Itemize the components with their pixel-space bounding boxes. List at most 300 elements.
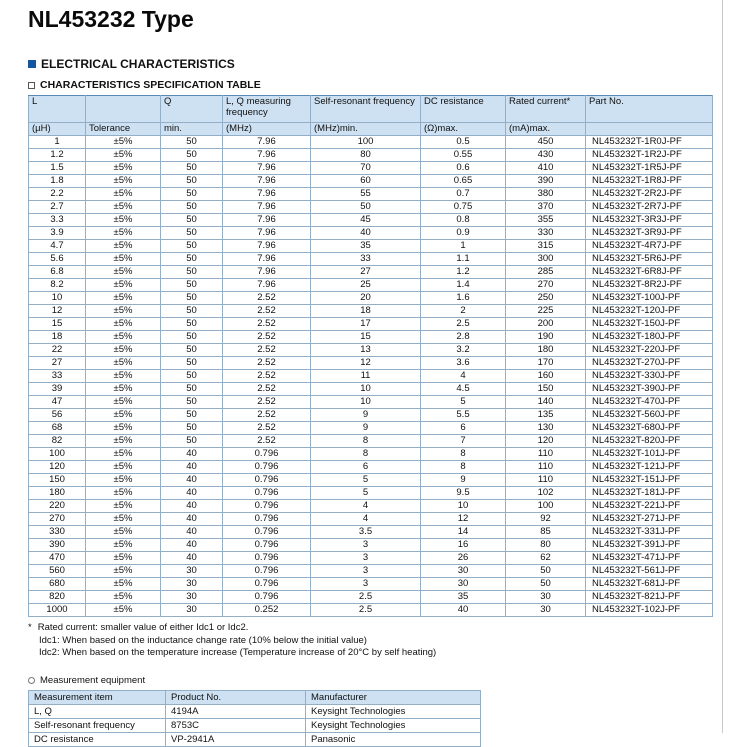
table-cell: 150 [506, 383, 586, 396]
table-cell: NL453232T-1R0J-PF [586, 136, 713, 149]
table-cell: ±5% [86, 214, 161, 227]
table-cell: ±5% [86, 552, 161, 565]
table-cell: NL453232T-120J-PF [586, 305, 713, 318]
table-cell: 0.55 [421, 149, 506, 162]
table-row [29, 591, 713, 604]
table-row [29, 461, 713, 474]
table-cell: 450 [506, 136, 586, 149]
table-cell: 355 [506, 214, 586, 227]
table-cell: 2.52 [223, 435, 311, 448]
table-cell: 180 [506, 344, 586, 357]
table-cell: 0.7 [421, 188, 506, 201]
table-cell: 50 [161, 188, 223, 201]
table-cell: 3.2 [421, 344, 506, 357]
table-cell: NL453232T-391J-PF [586, 539, 713, 552]
table-row [29, 175, 713, 188]
table-cell: 130 [506, 422, 586, 435]
table-cell: 3 [311, 578, 421, 591]
table-cell: 1.1 [421, 253, 506, 266]
table-cell: 50 [161, 240, 223, 253]
table-cell: 120 [506, 435, 586, 448]
table-cell: 560 [29, 565, 86, 578]
table-cell: 16 [421, 539, 506, 552]
table-cell: NL453232T-821J-PF [586, 591, 713, 604]
table-cell: 2.5 [311, 604, 421, 617]
table-cell: 7.96 [223, 279, 311, 292]
table-cell: 270 [29, 513, 86, 526]
table-cell: 5.5 [421, 409, 506, 422]
table-cell: 2.52 [223, 409, 311, 422]
table-cell: 110 [506, 461, 586, 474]
table-cell: 2.52 [223, 292, 311, 305]
table-cell: 390 [29, 539, 86, 552]
table-cell: 50 [161, 253, 223, 266]
table-cell: 50 [161, 266, 223, 279]
table-row [29, 422, 713, 435]
table-cell: 7.96 [223, 188, 311, 201]
table-cell: 2.8 [421, 331, 506, 344]
table-row [29, 292, 713, 305]
table-cell: ±5% [86, 175, 161, 188]
table-row [29, 383, 713, 396]
table-cell: 7.96 [223, 240, 311, 253]
table-cell: ±5% [86, 227, 161, 240]
table-cell: 0.5 [421, 136, 506, 149]
table-cell: ±5% [86, 591, 161, 604]
table-cell: 2.7 [29, 201, 86, 214]
table-cell: 270 [506, 279, 586, 292]
meas-col-header-product-no: Product No. [166, 690, 306, 704]
table-cell: 40 [161, 448, 223, 461]
page-title: NL453232 Type [28, 6, 194, 32]
table-cell: 0.252 [223, 604, 311, 617]
table-cell: 380 [506, 188, 586, 201]
section-heading-label: ELECTRICAL CHARACTERISTICS [41, 57, 235, 71]
table-cell: 2.52 [223, 422, 311, 435]
table-row [29, 370, 713, 383]
table-row [29, 136, 713, 149]
table-cell: 82 [29, 435, 86, 448]
table-cell: NL453232T-561J-PF [586, 565, 713, 578]
table-cell: 1.2 [29, 149, 86, 162]
table-cell: ±5% [86, 266, 161, 279]
circle-bullet-icon [28, 677, 35, 684]
col-unit-mhz: (MHz) [223, 123, 311, 136]
table-cell: ±5% [86, 383, 161, 396]
table-row [29, 435, 713, 448]
table-cell: 7.96 [223, 201, 311, 214]
table-cell: 0.6 [421, 162, 506, 175]
table-cell: NL453232T-150J-PF [586, 318, 713, 331]
table-cell: 40 [311, 227, 421, 240]
table-cell: Self-resonant frequency [29, 718, 166, 732]
table-cell: 100 [506, 500, 586, 513]
table-row [29, 513, 713, 526]
table-cell: 92 [506, 513, 586, 526]
table-cell: 3 [311, 552, 421, 565]
table-cell: NL453232T-102J-PF [586, 604, 713, 617]
table-cell: 30 [506, 604, 586, 617]
table-row [29, 500, 713, 513]
table-cell: ±5% [86, 331, 161, 344]
measurement-equipment-heading [28, 675, 738, 686]
table-cell: ±5% [86, 539, 161, 552]
table-cell: 4 [421, 370, 506, 383]
table-cell: 50 [161, 409, 223, 422]
table-cell: 40 [161, 552, 223, 565]
table-cell: 20 [311, 292, 421, 305]
col-header-q: Q [161, 96, 223, 123]
spec-header-row-top [29, 96, 713, 123]
table-cell: 7.96 [223, 136, 311, 149]
table-cell: 8 [311, 448, 421, 461]
col-header-rated-current: Rated current* [506, 96, 586, 123]
table-row [29, 162, 713, 175]
col-unit-ma-max: (mA)max. [506, 123, 586, 136]
table-cell: NL453232T-2R7J-PF [586, 201, 713, 214]
table-cell: 30 [161, 565, 223, 578]
col-unit-uh: (µH) [29, 123, 86, 136]
table-cell: 2.52 [223, 396, 311, 409]
table-cell: 160 [506, 370, 586, 383]
table-cell: 33 [29, 370, 86, 383]
table-cell: 8 [311, 435, 421, 448]
table-cell: 250 [506, 292, 586, 305]
table-cell: 80 [506, 539, 586, 552]
table-cell: 8 [421, 461, 506, 474]
table-cell: 30 [161, 578, 223, 591]
table-cell: 50 [161, 201, 223, 214]
table-cell: Keysight Technologies [306, 704, 481, 718]
table-cell: NL453232T-471J-PF [586, 552, 713, 565]
table-cell: 1.2 [421, 266, 506, 279]
table-cell: NL453232T-330J-PF [586, 370, 713, 383]
table-cell: 5 [311, 487, 421, 500]
table-cell: NL453232T-680J-PF [586, 422, 713, 435]
table-cell: 56 [29, 409, 86, 422]
table-cell: 50 [161, 344, 223, 357]
page-right-edge-rule [722, 0, 723, 733]
subsection-heading-specification-table [28, 79, 738, 91]
table-row [29, 409, 713, 422]
measurement-equipment-table [28, 690, 481, 747]
open-square-icon [28, 82, 35, 89]
table-cell: 8753C [166, 718, 306, 732]
table-cell: ±5% [86, 344, 161, 357]
table-cell: ±5% [86, 409, 161, 422]
table-row [29, 201, 713, 214]
table-cell: 50 [161, 136, 223, 149]
table-cell: 3.3 [29, 214, 86, 227]
measurement-table-body [29, 704, 481, 746]
table-cell: ±5% [86, 136, 161, 149]
table-cell: 10 [311, 383, 421, 396]
col-header-inductance: L [29, 96, 86, 123]
table-cell: 2.2 [29, 188, 86, 201]
table-cell: NL453232T-560J-PF [586, 409, 713, 422]
table-row [29, 487, 713, 500]
table-cell: ±5% [86, 396, 161, 409]
table-cell: ±5% [86, 487, 161, 500]
table-cell: NL453232T-271J-PF [586, 513, 713, 526]
col-header-dc-resistance: DC resistance [421, 96, 506, 123]
table-cell: 50 [161, 370, 223, 383]
table-cell: 300 [506, 253, 586, 266]
table-cell: 0.9 [421, 227, 506, 240]
table-cell: 1.8 [29, 175, 86, 188]
table-cell: 50 [161, 331, 223, 344]
table-cell: 170 [506, 357, 586, 370]
table-cell: 10 [421, 500, 506, 513]
table-cell: 0.796 [223, 591, 311, 604]
table-cell: 110 [506, 474, 586, 487]
table-cell: ±5% [86, 604, 161, 617]
table-cell: NL453232T-1R8J-PF [586, 175, 713, 188]
table-cell: 80 [311, 149, 421, 162]
table-cell: VP-2941A [166, 732, 306, 746]
table-cell: 30 [161, 604, 223, 617]
table-row [29, 448, 713, 461]
table-cell: 50 [161, 227, 223, 240]
table-cell: 7 [421, 435, 506, 448]
table-cell: NL453232T-270J-PF [586, 357, 713, 370]
table-cell: 40 [161, 539, 223, 552]
table-cell: ±5% [86, 435, 161, 448]
table-cell: 9 [311, 409, 421, 422]
table-row [29, 552, 713, 565]
table-cell: NL453232T-3R3J-PF [586, 214, 713, 227]
table-cell: 0.796 [223, 565, 311, 578]
table-cell: 5.6 [29, 253, 86, 266]
table-cell: 50 [161, 357, 223, 370]
table-cell: 0.796 [223, 526, 311, 539]
table-cell: 45 [311, 214, 421, 227]
table-cell: 15 [29, 318, 86, 331]
table-cell: NL453232T-1R2J-PF [586, 149, 713, 162]
table-row [29, 227, 713, 240]
table-cell: ±5% [86, 565, 161, 578]
table-cell: 0.8 [421, 214, 506, 227]
table-cell: 6.8 [29, 266, 86, 279]
table-cell: NL453232T-121J-PF [586, 461, 713, 474]
table-cell: 100 [311, 136, 421, 149]
table-cell: 50 [506, 565, 586, 578]
table-cell: 50 [161, 305, 223, 318]
table-cell: ±5% [86, 448, 161, 461]
footnotes [28, 622, 738, 660]
col-unit-ohm-max: (Ω)max. [421, 123, 506, 136]
table-cell: 110 [506, 448, 586, 461]
table-cell: 50 [161, 422, 223, 435]
table-cell: 27 [29, 357, 86, 370]
table-cell: 33 [311, 253, 421, 266]
table-row [29, 604, 713, 617]
table-cell: 330 [506, 227, 586, 240]
footnote-rated-current [28, 622, 738, 635]
table-cell: 190 [506, 331, 586, 344]
table-cell: 7.96 [223, 175, 311, 188]
table-cell: 3 [311, 539, 421, 552]
meas-col-header-manufacturer: Manufacturer [306, 690, 481, 704]
table-cell: 820 [29, 591, 86, 604]
table-cell: 4194A [166, 704, 306, 718]
table-row [29, 718, 481, 732]
table-cell: ±5% [86, 240, 161, 253]
table-cell: NL453232T-1R5J-PF [586, 162, 713, 175]
table-cell: 0.796 [223, 448, 311, 461]
table-cell: 47 [29, 396, 86, 409]
table-cell: ±5% [86, 279, 161, 292]
table-cell: ±5% [86, 162, 161, 175]
table-cell: DC resistance [29, 732, 166, 746]
table-cell: 3.5 [311, 526, 421, 539]
table-cell: ±5% [86, 422, 161, 435]
table-cell: 11 [311, 370, 421, 383]
table-cell: 50 [161, 396, 223, 409]
table-cell: 180 [29, 487, 86, 500]
table-cell: 30 [161, 591, 223, 604]
table-cell: 50 [161, 149, 223, 162]
table-cell: ±5% [86, 201, 161, 214]
table-cell: 1.5 [29, 162, 86, 175]
table-row [29, 732, 481, 746]
table-cell: 7.96 [223, 227, 311, 240]
table-cell: 17 [311, 318, 421, 331]
table-row [29, 396, 713, 409]
table-cell: 40 [161, 487, 223, 500]
col-header-measuring-frequency: L, Q measuring frequency [223, 96, 311, 123]
table-cell: 7.96 [223, 162, 311, 175]
table-cell: 62 [506, 552, 586, 565]
table-cell: ±5% [86, 500, 161, 513]
table-row [29, 578, 713, 591]
table-cell: 2 [421, 305, 506, 318]
measurement-heading-label: Measurement equipment [40, 674, 146, 686]
table-cell: NL453232T-820J-PF [586, 435, 713, 448]
table-cell: 2.52 [223, 344, 311, 357]
table-cell: ±5% [86, 318, 161, 331]
table-cell: NL453232T-390J-PF [586, 383, 713, 396]
table-cell: 410 [506, 162, 586, 175]
table-cell: NL453232T-5R6J-PF [586, 253, 713, 266]
table-cell: 3.6 [421, 357, 506, 370]
table-cell: 102 [506, 487, 586, 500]
table-cell: ±5% [86, 526, 161, 539]
table-cell: 12 [421, 513, 506, 526]
table-cell: 1000 [29, 604, 86, 617]
table-cell: NL453232T-3R9J-PF [586, 227, 713, 240]
table-cell: L, Q [29, 704, 166, 718]
table-cell: 2.52 [223, 383, 311, 396]
table-cell: 3 [311, 565, 421, 578]
table-cell: 12 [29, 305, 86, 318]
table-cell: 285 [506, 266, 586, 279]
table-cell: 0.796 [223, 500, 311, 513]
table-row [29, 149, 713, 162]
table-cell: 2.5 [421, 318, 506, 331]
table-cell: 0.796 [223, 513, 311, 526]
meas-col-header-item: Measurement item [29, 690, 166, 704]
table-cell: 3.9 [29, 227, 86, 240]
footnote-line-idc1: Idc1: When based on the inductance change rate (10% below the initial value) [39, 634, 367, 646]
table-cell: NL453232T-6R8J-PF [586, 266, 713, 279]
table-cell: 50 [161, 435, 223, 448]
table-cell: 200 [506, 318, 586, 331]
table-cell: ±5% [86, 253, 161, 266]
table-cell: 9.5 [421, 487, 506, 500]
table-cell: NL453232T-220J-PF [586, 344, 713, 357]
table-cell: 14 [421, 526, 506, 539]
table-cell: 25 [311, 279, 421, 292]
table-cell: 9 [311, 422, 421, 435]
table-cell: 10 [29, 292, 86, 305]
table-cell: 1 [421, 240, 506, 253]
table-cell: 370 [506, 201, 586, 214]
table-cell: 680 [29, 578, 86, 591]
table-cell: NL453232T-181J-PF [586, 487, 713, 500]
table-cell: 1.6 [421, 292, 506, 305]
table-cell: NL453232T-2R2J-PF [586, 188, 713, 201]
table-cell: 6 [311, 461, 421, 474]
table-cell: 225 [506, 305, 586, 318]
table-cell: 7.96 [223, 214, 311, 227]
col-unit-q-min: min. [161, 123, 223, 136]
table-cell: 50 [161, 383, 223, 396]
table-cell: ±5% [86, 292, 161, 305]
table-row [29, 565, 713, 578]
table-cell: 4.5 [421, 383, 506, 396]
table-row [29, 266, 713, 279]
table-cell: 30 [421, 578, 506, 591]
table-cell: 0.796 [223, 552, 311, 565]
table-cell: NL453232T-221J-PF [586, 500, 713, 513]
table-row [29, 318, 713, 331]
table-cell: 40 [161, 461, 223, 474]
table-cell: 40 [161, 500, 223, 513]
table-cell: 60 [311, 175, 421, 188]
table-cell: 18 [311, 305, 421, 318]
table-cell: 22 [29, 344, 86, 357]
table-cell: 15 [311, 331, 421, 344]
table-row [29, 539, 713, 552]
col-unit-mhz-min: (MHz)min. [311, 123, 421, 136]
table-cell: 4 [311, 513, 421, 526]
table-cell: 150 [29, 474, 86, 487]
table-row [29, 253, 713, 266]
table-cell: 10 [311, 396, 421, 409]
table-cell: 7.96 [223, 266, 311, 279]
table-cell: 50 [506, 578, 586, 591]
table-cell: ±5% [86, 188, 161, 201]
footnote-asterisk: * [28, 622, 32, 633]
table-cell: 9 [421, 474, 506, 487]
table-row [29, 188, 713, 201]
table-cell: 2.52 [223, 331, 311, 344]
table-row [29, 526, 713, 539]
table-cell: 8.2 [29, 279, 86, 292]
table-cell: NL453232T-101J-PF [586, 448, 713, 461]
table-cell: 50 [161, 318, 223, 331]
filled-square-icon [28, 60, 36, 68]
col-header-self-resonant-frequency: Self-resonant frequency [311, 96, 421, 123]
table-cell: ±5% [86, 305, 161, 318]
table-cell: ±5% [86, 513, 161, 526]
table-row [29, 240, 713, 253]
table-cell: 40 [421, 604, 506, 617]
table-cell: 6 [421, 422, 506, 435]
table-cell: NL453232T-151J-PF [586, 474, 713, 487]
table-cell: 100 [29, 448, 86, 461]
